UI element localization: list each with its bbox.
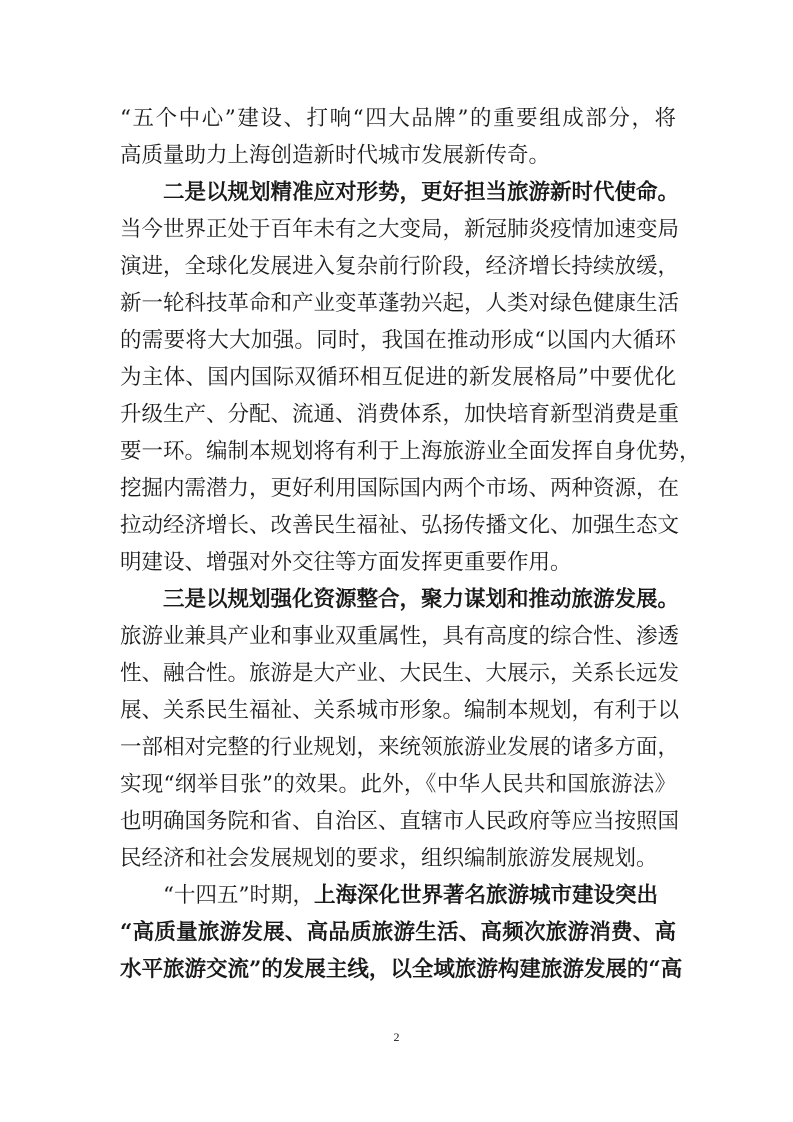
page-number: 2 [393, 1030, 400, 1044]
body-line: 挖掘内需潜力，更好利用国际国内两个市场、两种资源，在 [120, 476, 680, 501]
body-line: 高质量助力上海创造新时代城市发展新传奇。 [120, 143, 551, 168]
body-line: 拉动经济增长、改善民生福祉、弘扬传播文化、加强生态文 [120, 513, 680, 538]
body-text-normal: “十四五”时期， [163, 883, 314, 908]
body-line: “五个中心”建设、打响“四大品牌”的重要组成部分，将 [120, 106, 676, 131]
body-line: 展、关系民生福祉、关系城市形象。编制本规划，有利于以 [120, 698, 680, 723]
body-line: 当今世界正处于百年未有之大变局，新冠肺炎疫情加速变局 [120, 217, 680, 242]
body-line: 实现“纲举目张”的效果。此外，《中华人民共和国旅游法》 [120, 772, 676, 797]
body-line: 要一环。编制本规划将有利于上海旅游业全面发挥自身优势， [120, 439, 701, 464]
section-heading: 三是以规划强化资源整合，聚力谋划和推动旅游发展。 [163, 587, 680, 612]
body-line: 民经济和社会发展规划的要求，组织编制旅游发展规划。 [120, 846, 658, 871]
body-line: 新一轮科技革命和产业变革蓬勃兴起，人类对绿色健康生活 [120, 291, 680, 316]
body-line: 性、融合性。旅游是大产业、大民生、大展示，关系长远发 [120, 661, 680, 686]
body-line: 明建设、增强对外交往等方面发挥更重要作用。 [120, 550, 572, 575]
body-line-bold: 水平旅游交流”的发展主线，以全域旅游构建旅游发展的“高 [120, 957, 683, 982]
body-line: 升级生产、分配、流通、消费体系，加快培育新型消费是重 [120, 402, 680, 427]
body-line: 的需要将大大加强。同时，我国在推动形成“以国内大循环 [120, 328, 676, 353]
body-text-bold: 上海深化世界著名旅游城市建设突出 [313, 883, 658, 908]
body-line: 为主体、国内国际双循环相互促进的新发展格局”中要优化 [120, 365, 676, 390]
body-line: 一部相对完整的行业规划，来统领旅游业发展的诸多方面， [120, 735, 680, 760]
body-line: 演进，全球化发展进入复杂前行阶段，经济增长持续放缓， [120, 254, 680, 279]
body-line-bold: “高质量旅游发展、高品质旅游生活、高频次旅游消费、高 [120, 920, 676, 945]
section-heading: 二是以规划精准应对形势，更好担当旅游新时代使命。 [163, 180, 680, 205]
body-line-mixed [163, 885, 676, 907]
body-line: 旅游业兼具产业和事业双重属性，具有高度的综合性、渗透 [120, 624, 680, 649]
body-line: 也明确国务院和省、自治区、直辖市人民政府等应当按照国 [120, 809, 680, 834]
